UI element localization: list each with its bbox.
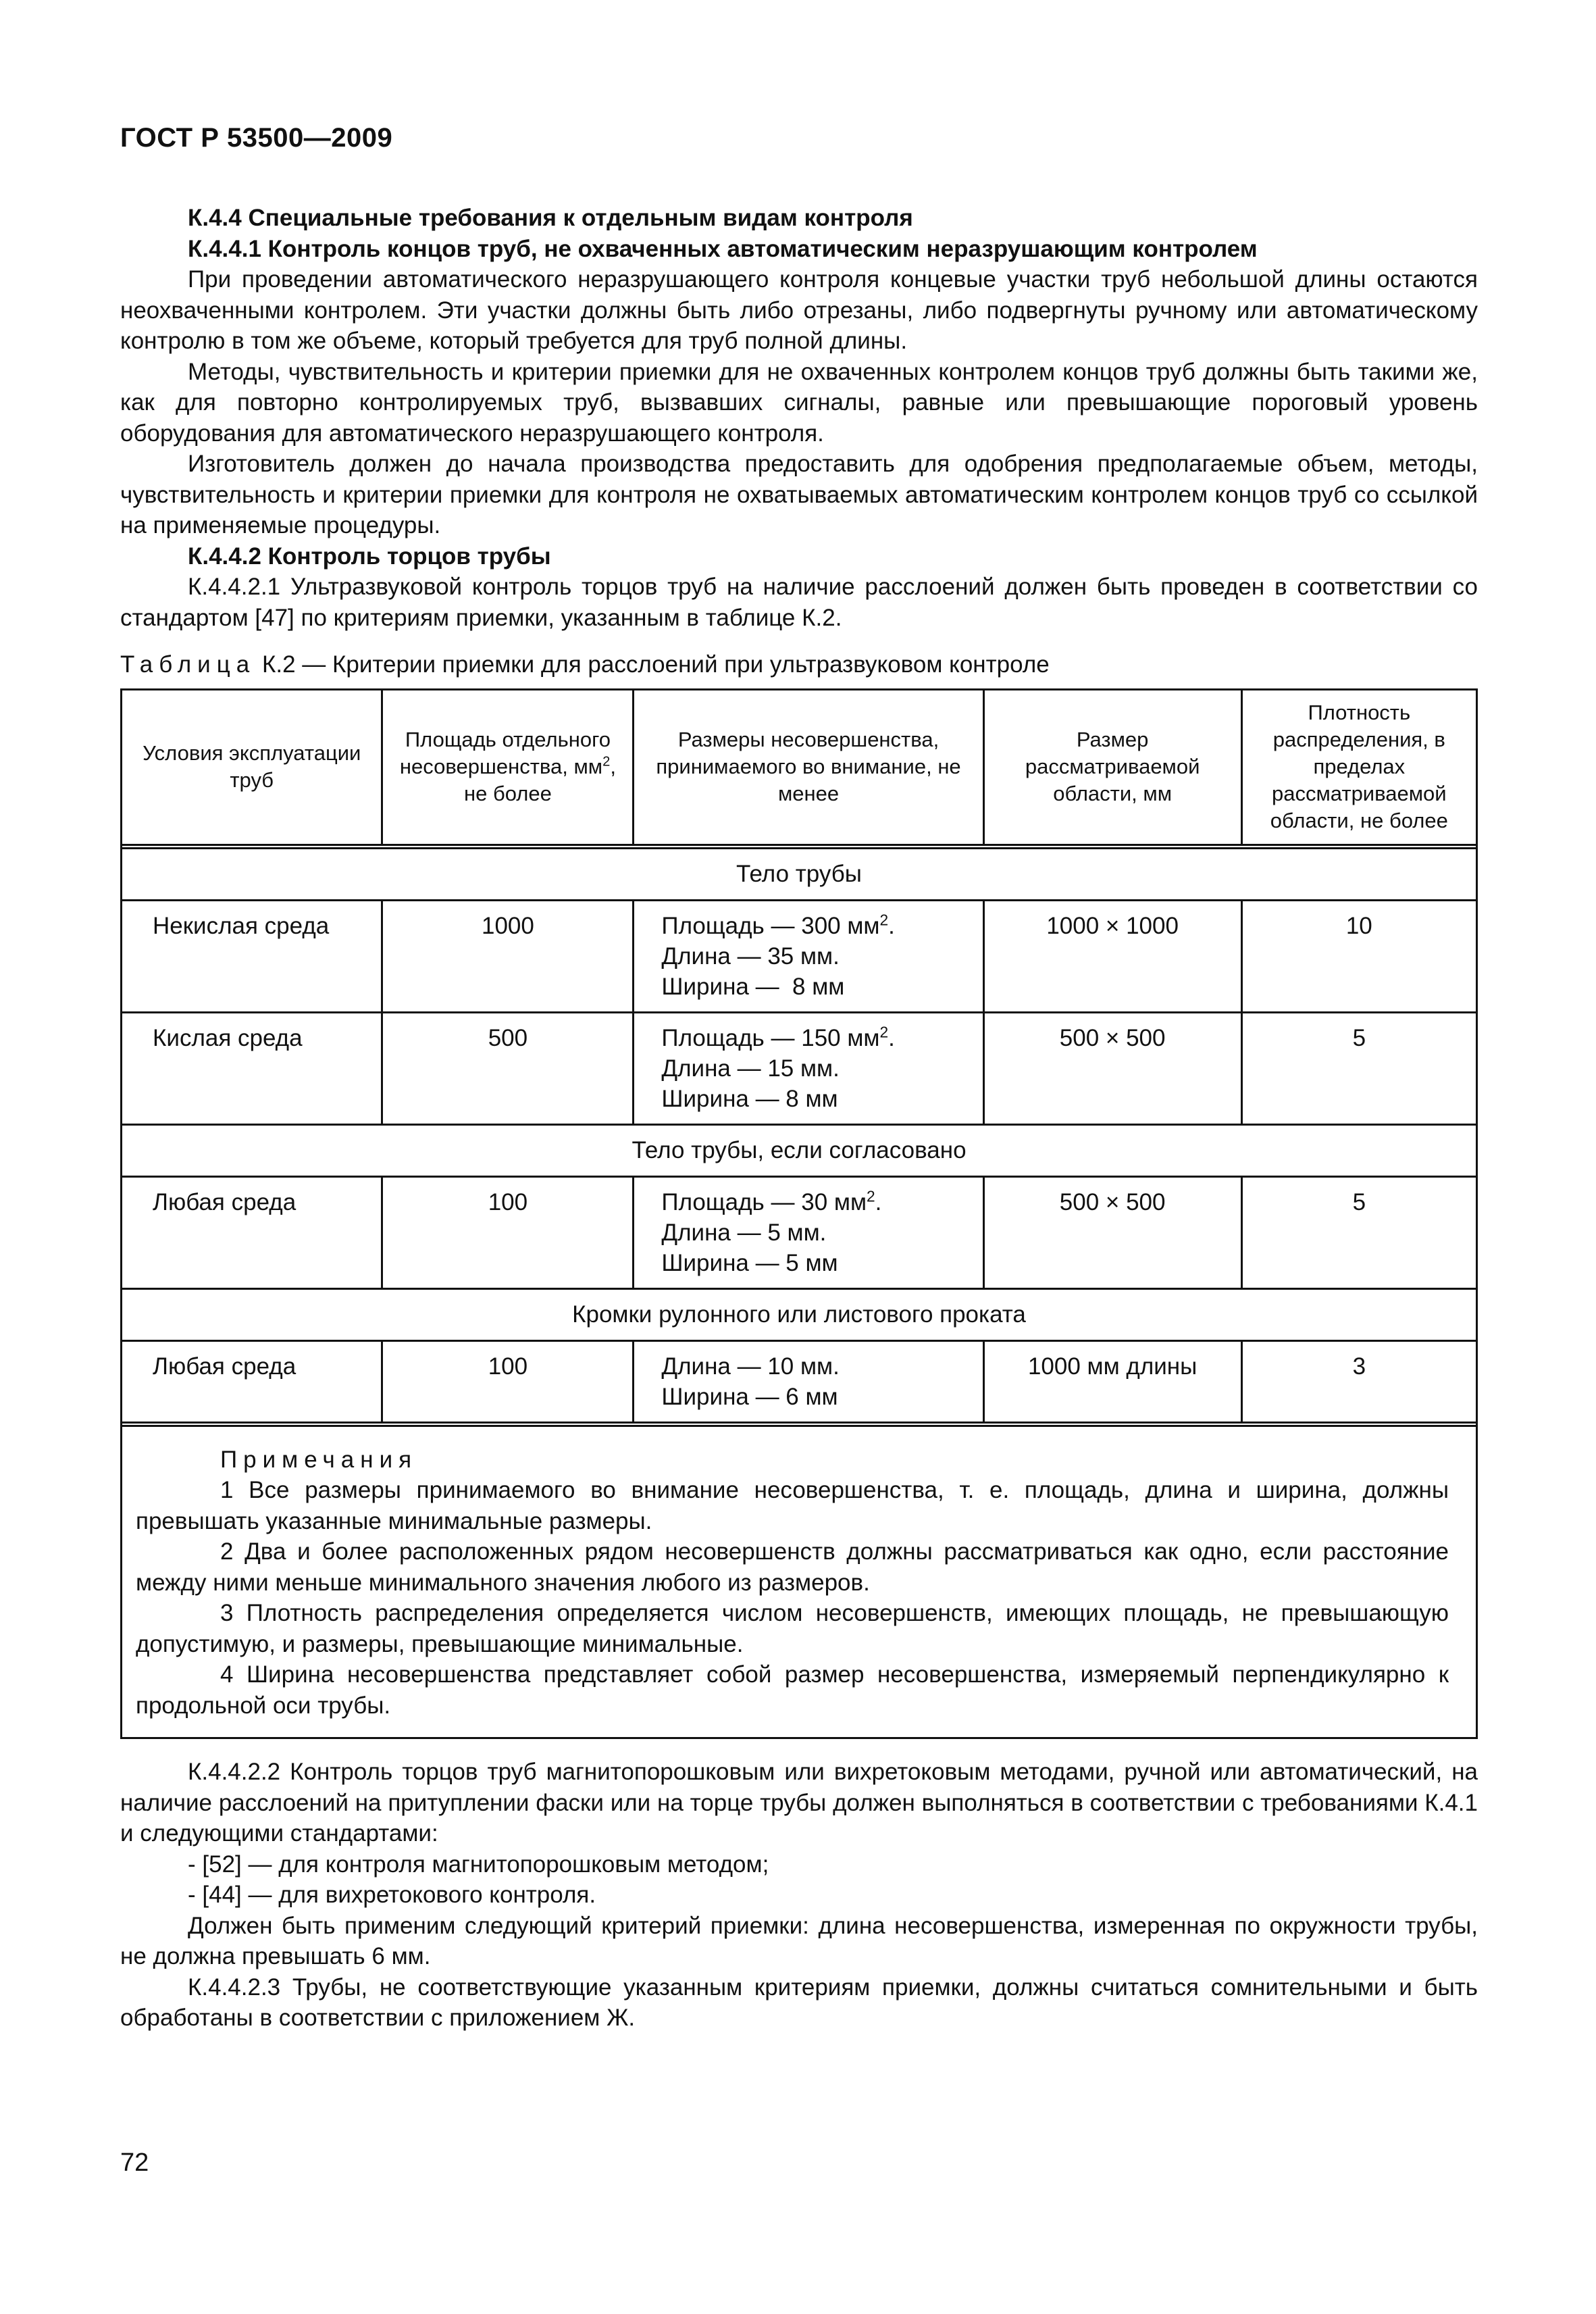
section-heading-k4442: К.4.4.2 Контроль торцов трубы xyxy=(188,543,551,570)
section-heading-k4441: К.4.4.1 Контроль концов труб, не охваченных автоматическим неразрушающим контролем xyxy=(188,235,1258,262)
note-item: 2 Два и более расположенных рядом несовершенств должны рассматриваться как одно, если расстояние между ними меньше минимального значения любого из размеров. xyxy=(136,1538,1449,1596)
paragraph: Должен быть применим следующий критерий приемки: длина несовершенства, измеренная по окружности трубы, не должна превышать 6 мм. xyxy=(120,1912,1478,1969)
cell-area: 100 xyxy=(382,1176,634,1288)
header-region: Размер рассматриваемой области, мм xyxy=(983,689,1241,845)
paragraph: Методы, чувствительность и критерии приемки для не охваченных контролем концов труб должны быть такими же, как для повторно контролируемых труб, вызвавших сигналы, равные или превышающие пороговый уровень оборудования для автоматического неразрушающего контроля. xyxy=(120,358,1478,447)
cell-region: 500 × 500 xyxy=(983,1012,1241,1124)
cell-region: 1000 × 1000 xyxy=(983,900,1241,1012)
table-row xyxy=(122,900,1477,1012)
paragraph: К.4.4.2.2 Контроль торцов труб магнитопорошковым или вихретоковым методами, ручной или автоматический, на наличие расслоений на притуплении фаски или на торце трубы должен выполняться в соответствии с требованиями К.4.1 и следующими стандартами: xyxy=(120,1759,1478,1846)
list-item: - [52] — для контроля магнитопорошковым методом; xyxy=(188,1851,769,1878)
table-row xyxy=(122,1012,1477,1124)
table-row xyxy=(122,1176,1477,1288)
cell-size: Длина — 10 мм. Ширина — 6 мм xyxy=(634,1340,983,1422)
paragraph: При проведении автоматического неразрушающего контроля концевые участки труб небольшой длины остаются неохваченными контролем. Эти участки должны быть либо отрезаны, либо подвергнуты ручному или автоматическому контролю в том же объеме, который требуется для труб полной длины. xyxy=(120,266,1478,354)
note-item: 4 Ширина несовершенства представляет собой размер несовершенства, измеряемый перпендикулярно к продольной оси трубы. xyxy=(136,1661,1449,1719)
table-row xyxy=(122,1340,1477,1422)
cell-size: Площадь — 150 $мм^2$. Длина — 15 мм. Ширина — 8 мм xyxy=(634,1012,983,1124)
cell-area: 100 xyxy=(382,1340,634,1422)
paragraph: Изготовитель должен до начала производства предоставить для одобрения предполагаемые объем, методы, чувствительность и критерии приемки для контроля не охватываемых автоматическим контролем концов труб со ссылкой на применяемые процедуры. xyxy=(120,451,1478,538)
page-number: 72 xyxy=(120,2148,149,2177)
cell-density: 3 xyxy=(1241,1340,1476,1422)
cell-region: 500 × 500 xyxy=(983,1176,1241,1288)
header-area: Площадь отдельного несовершенства, $мм^2$, не более xyxy=(382,689,634,845)
document-body xyxy=(120,203,1478,2034)
table-caption xyxy=(120,649,1478,680)
cell-density: 5 xyxy=(1241,1012,1476,1124)
cell-condition: Любая среда xyxy=(122,1176,382,1288)
table-section-row xyxy=(122,1288,1477,1340)
header-conditions: Условия эксплуатации труб xyxy=(122,689,382,845)
note-item: 3 Плотность распределения определяется числом несовершенств, имеющих площадь, не превышающую допустимую, и размеры, превышающие минимальные. xyxy=(136,1600,1449,1657)
cell-region: 1000 мм длины xyxy=(983,1340,1241,1422)
after-table-text xyxy=(120,1757,1478,2034)
cell-size: Площадь — 300 $мм^2$. Длина — 35 мм. Ширина — 8 мм xyxy=(634,900,983,1012)
table-section-row xyxy=(122,1124,1477,1176)
cell-condition: Кислая среда xyxy=(122,1012,382,1124)
cell-area: 500 xyxy=(382,1012,634,1124)
section-heading-k444: К.4.4 Специальные требования к отдельным видам контроля xyxy=(188,205,913,231)
note-item: 1 Все размеры принимаемого во внимание несовершенства, т. е. площадь, длина и ширина, должны превышать указанные минимальные размеры. xyxy=(136,1477,1449,1534)
cell-size: Площадь — 30 $мм^2$. Длина — 5 мм. Ширина — 5 мм xyxy=(634,1176,983,1288)
acceptance-criteria-table xyxy=(120,688,1478,1740)
table-notes-row xyxy=(122,1426,1477,1738)
table-section-row xyxy=(122,848,1477,900)
paragraph: К.4.4.2.1 Ультразвуковой контроль торцов труб на наличие расслоений должен быть проведен в соответствии со стандартом [47] по критериям приемки, указанным в таблице К.2. xyxy=(120,574,1478,631)
table-caption-text: К.2 — Критерии приемки для расслоений при ультразвуковом контроле xyxy=(261,651,1050,678)
header-size: Размеры несовершенства, принимаемого во внимание, не менее xyxy=(634,689,983,845)
cell-area: 1000 xyxy=(382,900,634,1012)
paragraph: К.4.4.2.3 Трубы, не соответствующие указанным критериям приемки, должны считаться сомнительными и быть обработаны в соответствии с приложением Ж. xyxy=(120,1973,1478,2031)
cell-density: 10 xyxy=(1241,900,1476,1012)
cell-condition: Любая среда xyxy=(122,1340,382,1422)
section-title: Кромки рулонного или листового проката xyxy=(122,1288,1477,1340)
cell-density: 5 xyxy=(1241,1176,1476,1288)
header-density: Плотность распределения, в пределах рассматриваемой области, не более xyxy=(1241,689,1476,845)
section-title: Тело трубы, если согласовано xyxy=(122,1124,1477,1176)
cell-condition: Некислая среда xyxy=(122,900,382,1012)
table-header-row xyxy=(122,689,1477,845)
list-item: - [44] — для вихретокового контроля. xyxy=(188,1882,596,1908)
notes-title: Примечания xyxy=(220,1446,418,1473)
table-notes xyxy=(122,1426,1477,1738)
document-header-code: ГОСТ Р 53500—2009 xyxy=(120,123,393,153)
section-title: Тело трубы xyxy=(122,848,1477,900)
table-caption-word: Таблица xyxy=(120,651,256,678)
